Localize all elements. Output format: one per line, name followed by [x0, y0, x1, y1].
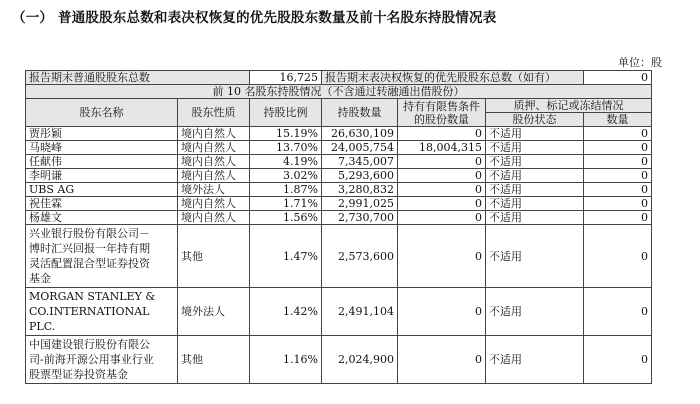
holding-ratio: 13.70% [250, 141, 322, 155]
shareholder-name [26, 141, 178, 155]
shareholder-nature: 境内自然人 [178, 169, 250, 183]
pledge-qty: 0 [584, 225, 652, 288]
col-header-qty: 持股数量 [322, 99, 398, 127]
holding-ratio: 1.87% [250, 183, 322, 197]
unit-label: 单位：股 [618, 56, 662, 69]
pledge-status: 不适用 [486, 127, 584, 141]
shareholder-nature: 境内自然人 [178, 127, 250, 141]
shareholder-name [26, 197, 178, 211]
col-header-nature: 股东性质 [178, 99, 250, 127]
holding-ratio: 1.71% [250, 197, 322, 211]
holding-qty: 3,280,832 [322, 183, 398, 197]
holding-qty: 7,345,007 [322, 155, 398, 169]
pledge-status: 不适用 [486, 141, 584, 155]
shareholder-nature: 境内自然人 [178, 197, 250, 211]
table-row [26, 225, 652, 288]
shareholder-name [26, 211, 178, 225]
shareholder-name-line: 贾彤颖 [29, 127, 62, 140]
pledge-status: 不适用 [486, 197, 584, 211]
shareholder-name [26, 288, 178, 336]
col-header-pledge-qty: 数量 [584, 113, 652, 127]
shareholder-name-line: 股票型证券投资基金 [29, 368, 128, 381]
pledge-status: 不适用 [486, 155, 584, 169]
holding-ratio: 4.19% [250, 155, 322, 169]
shareholder-name-line: 任献伟 [29, 155, 62, 168]
holding-qty: 5,293,600 [322, 169, 398, 183]
pledge-qty: 0 [584, 155, 652, 169]
summary-row [26, 71, 652, 85]
restricted-qty: 0 [398, 211, 486, 225]
shareholder-name-line: 中国建设银行股份有限公 [29, 338, 150, 351]
pledge-qty: 0 [584, 211, 652, 225]
shareholder-nature: 境外法人 [178, 183, 250, 197]
table-row [26, 141, 652, 155]
holding-qty: 2,024,900 [322, 336, 398, 384]
shareholder-name-line: 祝佳霖 [29, 197, 62, 210]
table-row [26, 183, 652, 197]
shareholder-name-line: PLC. [29, 320, 56, 333]
table-row [26, 197, 652, 211]
shareholder-name-line: 李明谦 [29, 169, 62, 182]
table-row [26, 288, 652, 336]
col-header-restricted: 持有有限售条件的股份数量 [398, 99, 486, 127]
shareholder-name [26, 225, 178, 288]
pledge-status: 不适用 [486, 336, 584, 384]
restricted-qty: 18,004,315 [398, 141, 486, 155]
holding-qty: 2,573,600 [322, 225, 398, 288]
shareholder-name-line: MORGAN STANLEY & [29, 290, 156, 303]
col-header-ratio: 持股比例 [250, 99, 322, 127]
shareholder-name [26, 127, 178, 141]
pledge-status: 不适用 [486, 183, 584, 197]
holding-ratio: 15.19% [250, 127, 322, 141]
pledge-qty: 0 [584, 183, 652, 197]
shareholder-name [26, 336, 178, 384]
holding-qty: 2,491,104 [322, 288, 398, 336]
shareholder-name [26, 183, 178, 197]
shareholder-name-line: 兴业银行股份有限公司－ [29, 227, 150, 240]
holding-ratio: 1.16% [250, 336, 322, 384]
pledge-status: 不适用 [486, 169, 584, 183]
header-row [26, 99, 652, 113]
table-row [26, 155, 652, 169]
common-holders-value: 16,725 [250, 71, 322, 85]
shareholder-name-line: CO.INTERNATIONAL [29, 305, 150, 318]
shareholder-name [26, 169, 178, 183]
holding-qty: 2,730,700 [322, 211, 398, 225]
shareholder-name-line: 灵活配置混合型证券投资 [29, 257, 150, 270]
restricted-qty: 0 [398, 155, 486, 169]
shareholder-name [26, 155, 178, 169]
holding-qty: 26,630,109 [322, 127, 398, 141]
holding-ratio: 1.42% [250, 288, 322, 336]
holding-ratio: 1.56% [250, 211, 322, 225]
shareholder-name-line: 博时汇兴回报一年持有期 [29, 242, 150, 255]
shareholder-name-line: 司-前海开源公用事业行业 [29, 353, 154, 366]
shareholder-table [25, 70, 652, 384]
pledge-qty: 0 [584, 197, 652, 211]
restricted-qty: 0 [398, 169, 486, 183]
table-row [26, 127, 652, 141]
section-title: （一） 普通股股东总数和表决权恢复的优先股股东数量及前十名股东持股情况表 [12, 10, 497, 26]
preferred-holders-value: 0 [584, 71, 652, 85]
holding-ratio: 1.47% [250, 225, 322, 288]
pledge-qty: 0 [584, 288, 652, 336]
shareholder-nature: 境内自然人 [178, 141, 250, 155]
shareholder-nature: 其他 [178, 225, 250, 288]
pledge-qty: 0 [584, 169, 652, 183]
table-row [26, 169, 652, 183]
preferred-holders-label: 报告期末表决权恢复的优先股股东总数（如有） [322, 71, 584, 85]
shareholder-name-line: 杨雄文 [29, 211, 62, 224]
shareholder-nature: 境内自然人 [178, 155, 250, 169]
common-holders-label: 报告期末普通股股东总数 [26, 71, 250, 85]
top10-title: 前 10 名股东持股情况（不含通过转融通出借股份） [26, 85, 652, 99]
holding-ratio: 3.02% [250, 169, 322, 183]
restricted-qty: 0 [398, 288, 486, 336]
holding-qty: 24,005,754 [322, 141, 398, 155]
top10-title-row [26, 85, 652, 99]
shareholder-name-line: 马晓峰 [29, 141, 62, 154]
restricted-qty: 0 [398, 127, 486, 141]
pledge-status: 不适用 [486, 225, 584, 288]
col-header-pledge-status: 股份状态 [486, 113, 584, 127]
restricted-qty: 0 [398, 183, 486, 197]
pledge-status: 不适用 [486, 288, 584, 336]
shareholder-nature: 境外法人 [178, 288, 250, 336]
pledge-qty: 0 [584, 127, 652, 141]
shareholder-name-line: 基金 [29, 272, 51, 285]
shareholder-name-line: UBS AG [29, 183, 75, 196]
pledge-status: 不适用 [486, 211, 584, 225]
holding-qty: 2,991,025 [322, 197, 398, 211]
table-row [26, 336, 652, 384]
table-row [26, 211, 652, 225]
shareholder-nature: 境内自然人 [178, 211, 250, 225]
col-header-name: 股东名称 [26, 99, 178, 127]
restricted-qty: 0 [398, 336, 486, 384]
col-header-pledge-group: 质押、标记或冻结情况 [486, 99, 652, 113]
pledge-qty: 0 [584, 141, 652, 155]
pledge-qty: 0 [584, 336, 652, 384]
restricted-qty: 0 [398, 197, 486, 211]
restricted-qty: 0 [398, 225, 486, 288]
shareholder-nature: 其他 [178, 336, 250, 384]
